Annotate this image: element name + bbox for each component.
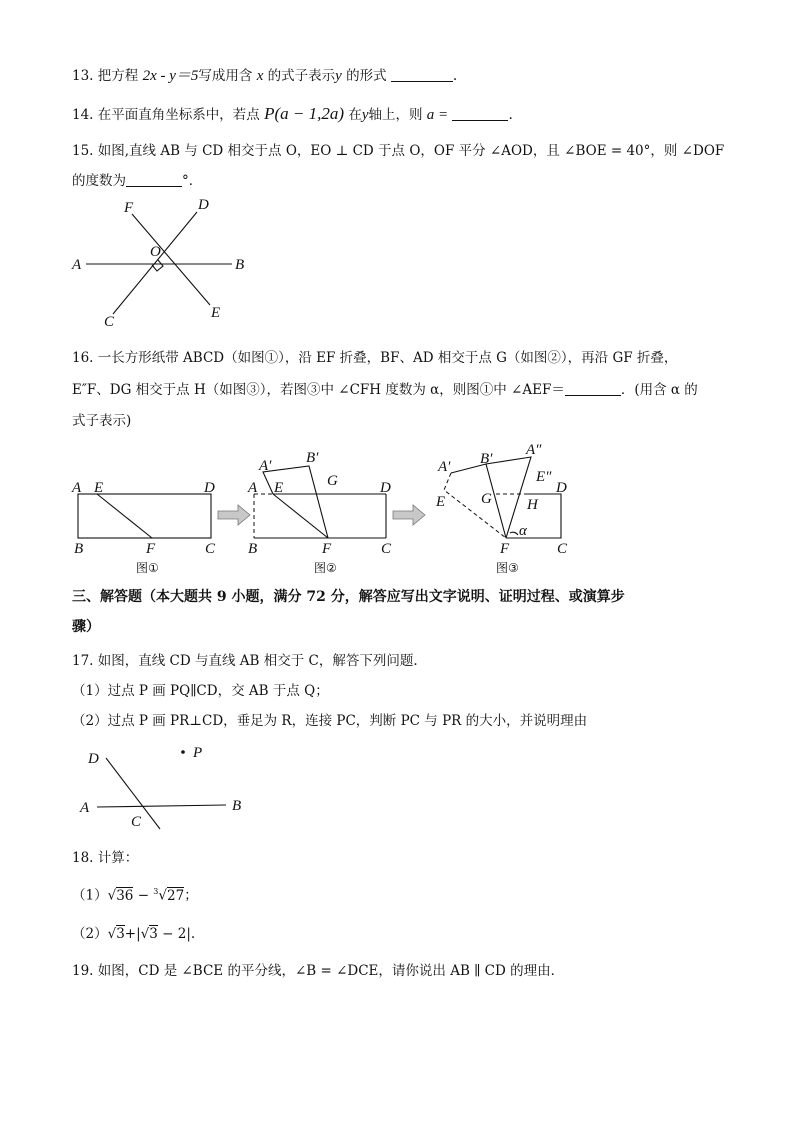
figure-label: F — [500, 541, 510, 557]
figure-label: B — [74, 541, 84, 557]
sqrt-icon: √ — [107, 926, 117, 942]
label-E: E — [211, 305, 221, 321]
question-17-part2: （2）过点 P 画 PR⊥CD，垂足为 R，连接 PC，判断 PC 与 PR 的大小，并说明理由 — [72, 713, 588, 729]
figure-label: 图② — [314, 561, 337, 575]
figure-label: C — [205, 541, 216, 557]
label-O: O — [150, 244, 161, 260]
figure-label: 图③ — [496, 561, 519, 575]
figure-label: B′ — [306, 450, 319, 466]
figure-label: F — [322, 541, 332, 557]
figure-label: A″ — [526, 442, 542, 458]
label-C: C — [104, 314, 115, 330]
point-P — [181, 750, 185, 754]
figure-label: E — [94, 480, 104, 496]
question-15-line1: 15. 如图,直线 AB 与 CD 相交于点 O，EO ⊥ CD 于点 O，OF 平分 ∠AOD，且 ∠BOE = 40°，则 ∠DOF — [72, 143, 725, 159]
figure-16-2 — [254, 466, 386, 538]
figure-label: D — [88, 751, 99, 767]
arrow-2 — [393, 505, 425, 525]
question-17-part1: （1）过点 P 画 PQ∥CD，交 AB 于点 Q； — [72, 683, 329, 699]
figure-label: P — [193, 745, 203, 761]
figure-label: H — [527, 497, 538, 513]
figure-label: C — [131, 814, 142, 830]
figure-label: A — [72, 480, 82, 496]
figure-label: D — [556, 480, 567, 496]
label-F: F — [124, 200, 134, 216]
answer-blank[interactable] — [565, 381, 621, 396]
question-15-line2: 的度数为 °． — [72, 173, 203, 189]
question-17-stem: 17. 如图，直线 CD 与直线 AB 相交于 C，解答下列问题. — [72, 653, 418, 669]
question-16-line2: E″F、DG 相交于点 H（如图③），若图③中 ∠CFH 度数为 α，则图①中 ∠AEF＝ ．(用含 α 的 — [72, 382, 698, 398]
question-18-part2: （2）√3+|√3 − 2|. — [72, 926, 196, 942]
question-16-line3: 式子表示) — [72, 413, 132, 429]
figure-label: G — [327, 473, 338, 489]
figure-17 — [97, 758, 226, 829]
sqrt-icon: √ — [140, 926, 150, 942]
figure-label: B — [232, 798, 242, 814]
label-B: B — [235, 257, 245, 273]
section-3-heading-cont: 骤） — [72, 619, 100, 635]
figure-label: A — [248, 480, 258, 496]
figure-16-1 — [78, 494, 211, 538]
figure-label: α — [519, 523, 527, 539]
figure-label: G — [481, 491, 492, 507]
question-19: 19. 如图，CD 是 ∠BCE 的平分线，∠B = ∠DCE，请你说出 AB ∥ CD 的理由． — [72, 963, 565, 979]
figure-label: E″ — [536, 469, 552, 485]
question-14: 14. 在平面直角坐标系中，若点 P(a − 1,2a) 在y轴上，则 a = . — [72, 104, 513, 123]
question-13: 13. 把方程 2x - y＝5写成用含 x 的式子表示y 的形式 . — [72, 68, 458, 84]
figure-label: E — [436, 494, 446, 510]
question-18-stem: 18. 计算： — [72, 850, 139, 866]
figure-label: A — [80, 800, 90, 816]
figure-label: D — [380, 480, 391, 496]
figure-label: E — [274, 480, 284, 496]
question-18-part1: （1）√36 − $^3$√27； — [72, 887, 198, 904]
figure-label: 图① — [136, 561, 159, 575]
label-D: D — [198, 197, 209, 213]
figure-label: A′ — [259, 458, 272, 474]
cbrt-icon: √ — [158, 887, 167, 904]
figure-label: A′ — [438, 459, 451, 475]
section-3-heading: 三、解答题（本大题共 9 小题，满分 72 分，解答应写出文字说明、证明过程、或演算步 — [72, 589, 625, 605]
figure-label: B — [248, 541, 258, 557]
figure-label: D — [204, 480, 215, 496]
figure-label: C — [557, 541, 568, 557]
figure-label: C — [381, 541, 392, 557]
figure-label: B′ — [480, 451, 493, 467]
sqrt-icon: √ — [107, 887, 117, 904]
label-A: A — [72, 257, 82, 273]
arrow-1 — [218, 505, 250, 525]
figure-label: F — [146, 541, 156, 557]
question-16-line1: 16. 一长方形纸带 ABCD（如图①），沿 EF 折叠，BF、AD 相交于点 G（如图②），再沿 GF 折叠， — [72, 350, 678, 366]
